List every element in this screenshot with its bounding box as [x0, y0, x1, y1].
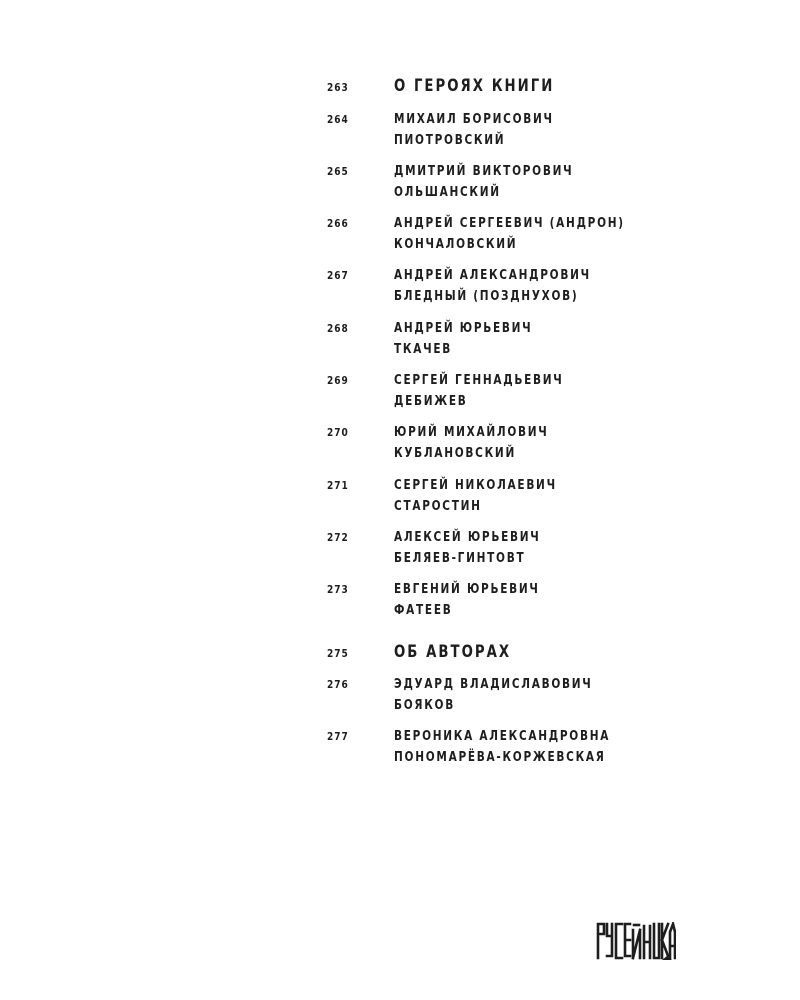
toc-section-title: О ГЕРОЯХ КНИГИ [394, 76, 555, 96]
toc-page-number: 271 [327, 479, 349, 492]
toc-surname-line: КОНЧАЛОВСКИЙ [394, 236, 518, 252]
toc-page-number: 266 [327, 217, 349, 230]
toc-name-line: АНДРЕЙ ЮРЬЕВИЧ [394, 320, 533, 336]
toc-surname-line: ФАТЕЕВ [394, 602, 453, 618]
toc-surname-line: КУБЛАНОВСКИЙ [394, 445, 516, 461]
toc-page-number: 269 [327, 374, 349, 387]
toc-surname-line: ПИОТРОВСКИЙ [394, 132, 506, 148]
toc-surname-line: БОЯКОВ [394, 697, 455, 713]
toc-surname-line: ПОНОМАРЁВА-КОРЖЕВСКАЯ [394, 749, 606, 765]
toc-surname-line: БЕЛЯЕВ-ГИНТОВТ [394, 550, 526, 566]
toc-surname-line: ДЕБИЖЕВ [394, 393, 468, 409]
toc-page-number: 275 [327, 647, 349, 660]
toc-page-number: 272 [327, 531, 349, 544]
toc-page-number: 277 [327, 730, 349, 743]
toc-surname-line: СТАРОСТИН [394, 498, 482, 514]
toc-surname-line: ОЛЬШАНСКИЙ [394, 184, 501, 200]
toc-name-line: ЮРИЙ МИХАЙЛОВИЧ [394, 424, 549, 440]
toc-name-line: ДМИТРИЙ ВИКТОРОВИЧ [394, 163, 574, 179]
toc-page-number: 263 [327, 81, 349, 94]
toc-name-line: МИХАИЛ БОРИСОВИЧ [394, 111, 554, 127]
toc-name-line: ЭДУАРД ВЛАДИСЛАВОВИЧ [394, 676, 593, 692]
toc-page-number: 265 [327, 165, 349, 178]
toc-section-title: ОБ АВТОРАХ [394, 642, 512, 662]
toc-page-number: 264 [327, 113, 349, 126]
toc-name-line: ЕВГЕНИЙ ЮРЬЕВИЧ [394, 581, 540, 597]
toc-page-number: 276 [327, 678, 349, 691]
toc-page-number: 273 [327, 583, 349, 596]
toc-surname-line: БЛЕДНЫЙ (ПОЗДНУХОВ) [394, 288, 579, 304]
toc-name-line: СЕРГЕЙ НИКОЛАЕВИЧ [394, 477, 557, 493]
toc-page-number: 268 [327, 322, 349, 335]
toc-page-number: 270 [327, 426, 349, 439]
publisher-logo-icon [596, 922, 676, 960]
toc-surname-line: ТКАЧЕВ [394, 341, 452, 357]
toc-page-number: 267 [327, 269, 349, 282]
toc-name-line: АНДРЕЙ АЛЕКСАНДРОВИЧ [394, 267, 591, 283]
toc-name-line: ВЕРОНИКА АЛЕКСАНДРОВНА [394, 728, 611, 744]
toc-name-line: АЛЕКСЕЙ ЮРЬЕВИЧ [394, 529, 541, 545]
toc-name-line: АНДРЕЙ СЕРГЕЕВИЧ (АНДРОН) [394, 215, 625, 231]
toc-name-line: СЕРГЕЙ ГЕННАДЬЕВИЧ [394, 372, 564, 388]
